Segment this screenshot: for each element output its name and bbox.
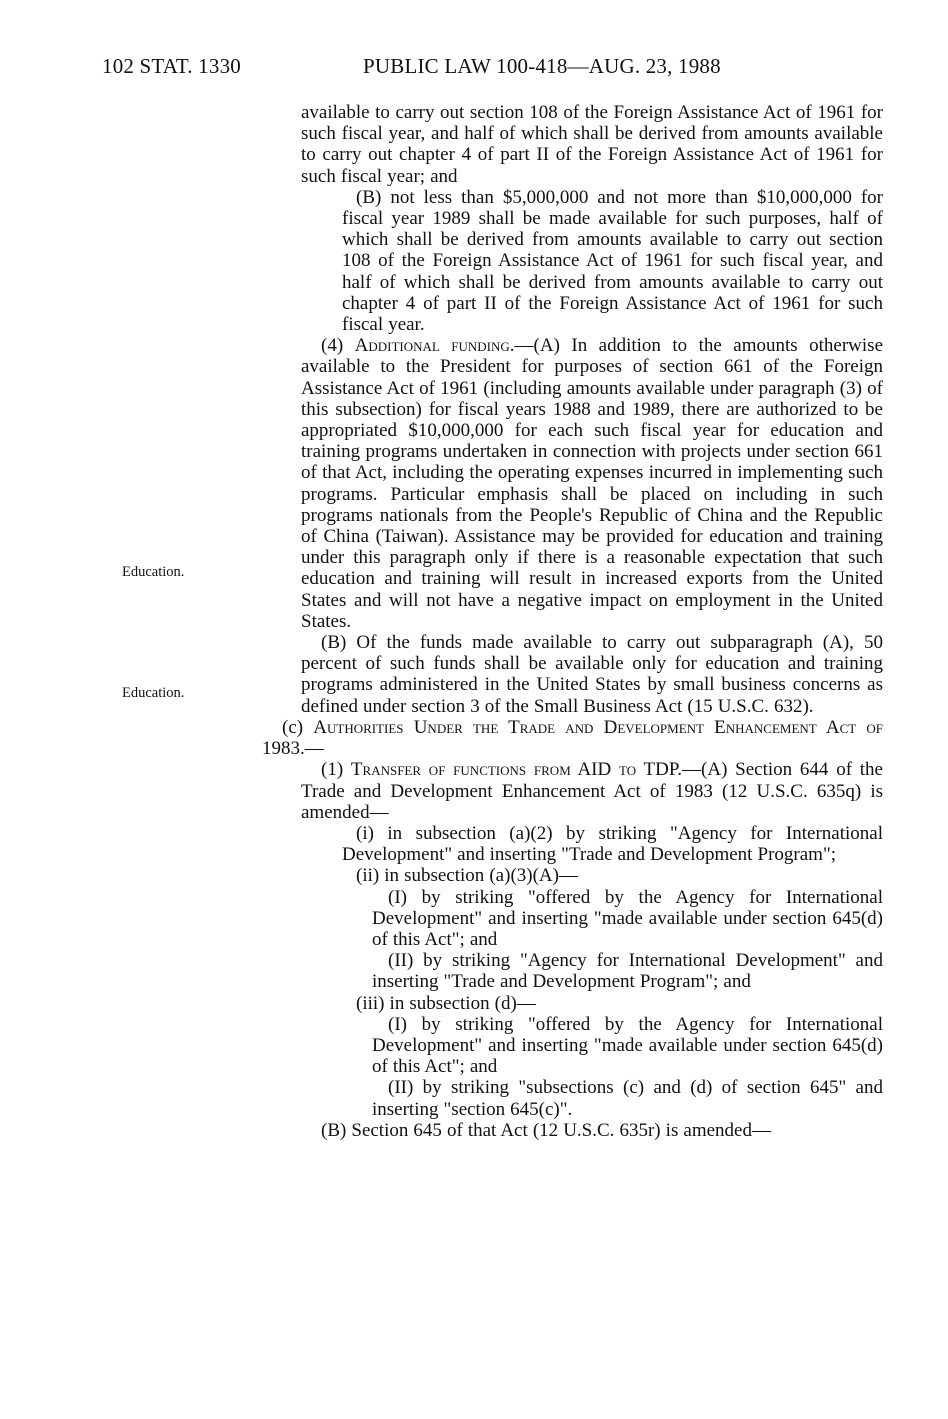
subsection-number: (c) [282,716,314,738]
paragraph-text: —(A) Section 644 of the Trade and Development Enhancement Act of 1983 (12 U.S.C. 635q) is amended— [301,759,883,823]
paragraph-text: —(A) In addition to the amounts otherwise available to the President for purposes of section 661 of the Foreign Assistance Act of 1961 (including amounts available under paragraph (3) of this subsection) for fiscal years 1988 and 1989, there are authorized to be appropriated $10,000,000 for each such fiscal year for education and training programs undertaken in connection with projects under section 661 of that Act, including the operating expenses incurred in implementing such programs. Particular emphasis shall be placed on including in such programs nationals from the People's Republic of China and the Republic of China (Taiwan). Assistance may be provided for education and training under this paragraph only if there is a reasonable expectation that such education and training will result in increased exports from the United States and will not have a negative impact on employment in the United States. [301,335,883,632]
paragraph-number: (1) [321,759,351,781]
subsection-heading: Authorities Under the Trade and Development Enhancement Act of 1983. [262,716,883,760]
statute-body [0,102,948,1141]
subclause-ii: (II) by striking "Agency for International Development" and inserting "Trade and Development Program"; and [372,950,883,993]
clause-iii: (iii) in subsection (d)— [356,992,536,1014]
clause-ii: (ii) in subsection (a)(3)(A)— [356,865,578,887]
paragraph-number: (4) [321,335,355,357]
subclause-i: (I) by striking "offered by the Agency for International Development" and inserting "made available under section 645(d) of this Act"; and [372,1013,883,1078]
paragraph-heading: Transfer of functions from AID to TDP. [350,759,683,781]
subclause-i: (I) by striking "offered by the Agency for International Development" and inserting "made available under section 645(d) of this Act"; and [372,886,883,950]
paragraph-4-additional-funding [301,335,883,632]
clause-i: (i) in subsection (a)(2) by striking "Agency for International Development" and inserting "Trade and Development Program"; [342,822,883,866]
margin-note-education: Education. [122,564,185,580]
paragraph-b-fy1989: (B) not less than $5,000,000 and not more than $10,000,000 for fiscal year 1989 shall be made available for such purposes, half of which shall be derived from amounts available to carry out section 108 of the Foreign Assistance Act of 1961 for such fiscal year, and half of which shall be derived from amounts available to carry out chapter 4 of part II of the Foreign Assistance Act of 1961 for such fiscal year. [342,186,883,336]
margin-note-education: Education. [122,685,185,701]
subparagraph-b-section-645: (B) Section 645 of that Act (12 U.S.C. 635r) is amended— [321,1119,771,1141]
paragraph-1-transfer-of-functions [301,759,883,823]
page-number: 102 STAT. 1330 [102,54,241,78]
paragraph-b-small-business: (B) Of the funds made available to carry out subparagraph (A), 50 percent of such funds shall be available only for education and training programs administered in the United States by small business concerns as defined under section 3 of the Small Business Act (15 U.S.C. 632). [301,632,883,717]
paragraph-continuation: available to carry out section 108 of the Foreign Assistance Act of 1961 for such fiscal year, and half of which shall be derived from amounts available to carry out chapter 4 of part II of the Foreign Assistance Act of 1961 for such fiscal year; and [301,102,883,187]
subsection-c-heading [262,717,883,759]
paragraph-heading: Additional funding. [354,335,515,357]
subsection-dash: — [304,738,324,760]
running-head: PUBLIC LAW 100-418—AUG. 23, 1988 [363,54,721,78]
subclause-ii: (II) by striking "subsections (c) and (d) of section 645" and inserting "section 645(c)". [372,1077,883,1120]
